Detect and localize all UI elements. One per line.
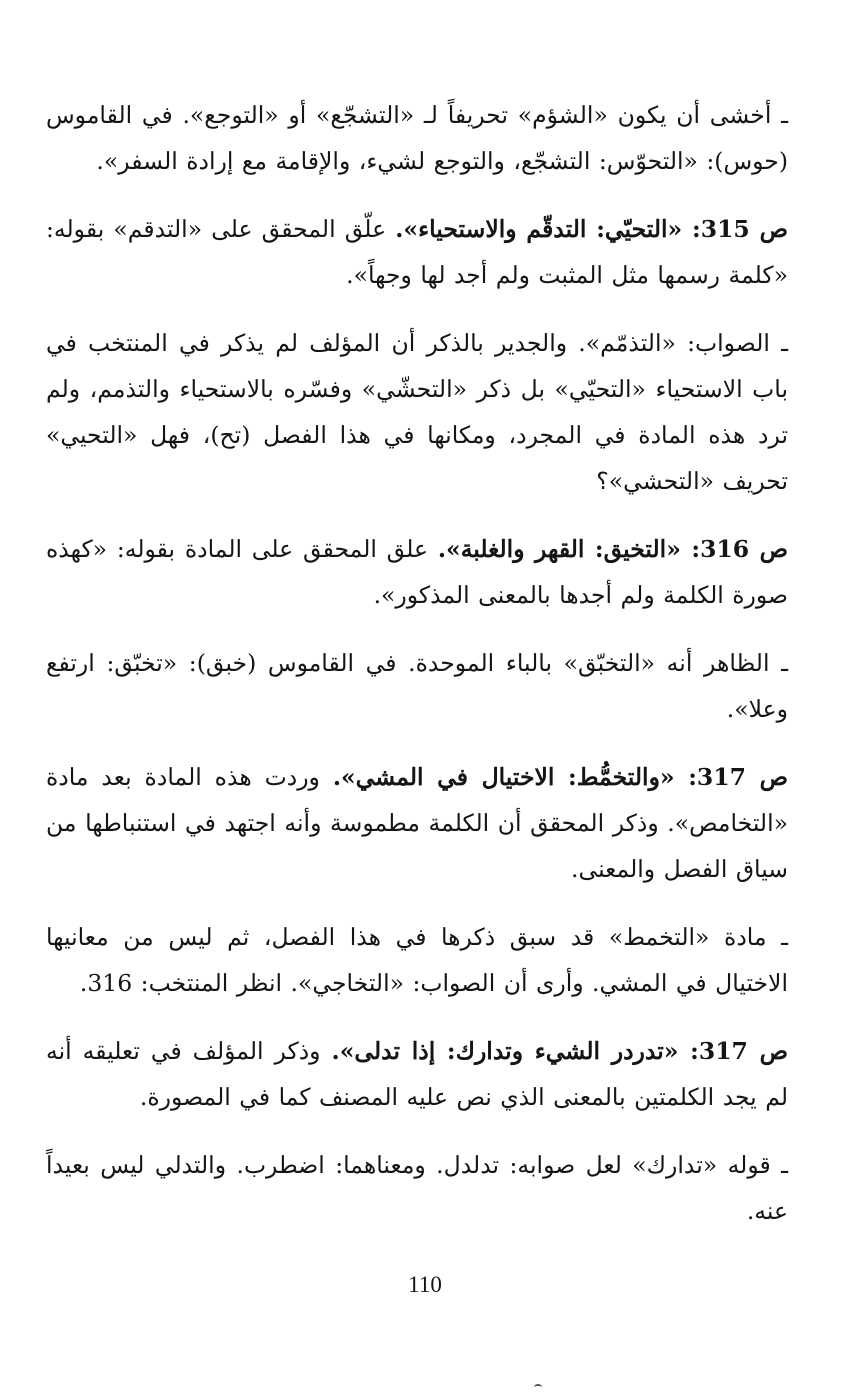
paragraph-8-heading: ص 317: «تدردر الشيء وتدارك: إذا تدلى».	[331, 1037, 789, 1065]
paragraph-2-text: علّق المحقق على «التدقم» بقوله: «كلمة رسمها مثل المثبت ولم أجد لها وجهاً».	[46, 215, 788, 289]
paragraph-2-heading: ص 315: «التحيّي: التدقّم والاستحياء».	[395, 215, 789, 243]
paragraph-7-text: ـ مادة «التخمط» قد سبق ذكرها في هذا الفصل، ثم ليس من معانيها الاختيال في المشي. وأرى أن الصواب: «التخاجي». انظر المنتخب: 316.	[46, 923, 788, 997]
paragraph-3-text: ـ الصواب: «التذمّم». والجدير بالذكر أن المؤلف لم يذكر في المنتخب في باب الاستحياء «التحيّي» بل ذكر «التحشّي» وفسّره بالاستحياء والتذمم، ولم ترد هذه المادة في المجرد، ومكانها في هذا الفصل (تح)، فهل «التحيي» تحريف «التحشي»؟	[46, 329, 788, 495]
paragraph-3	[46, 320, 788, 504]
page-body	[46, 92, 788, 1256]
paragraph-6	[46, 754, 788, 892]
paragraph-4-text: علق المحقق على المادة بقوله: «كهذه صورة الكلمة ولم أجدها بالمعنى المذكور».	[46, 535, 788, 609]
paragraph-1-text: ـ أخشى أن يكون «الشؤم» تحريفاً لـ «التشجّع» أو «التوجع». في القاموس (حوس): «التحوّس: التشجّع، والتوجع لشيء، والإقامة مع إرادة السفر».	[46, 101, 788, 175]
paragraph-7	[46, 914, 788, 1006]
paragraph-4	[46, 526, 788, 618]
paragraph-6-text: وردت هذه المادة بعد مادة «التخامص». وذكر المحقق أن الكلمة مطموسة وأنه اجتهد في استنباطها من سياق الفصل والمعنى.	[46, 763, 788, 883]
paragraph-8-text: وذكر المؤلف في تعليقه أنه لم يجد الكلمتين بالمعنى الذي نص عليه المصنف كما في المصورة.	[46, 1037, 788, 1111]
paragraph-6-heading: ص 317: «والتخمُّط: الاختيال في المشي».	[332, 763, 788, 791]
paragraph-8	[46, 1028, 788, 1120]
paragraph-5-text: ـ الظاهر أنه «التخبّق» بالباء الموحدة. في القاموس (خبق): «تخبّق: ارتفع وعلا».	[46, 649, 788, 723]
paragraph-1	[46, 92, 788, 184]
paragraph-9-text: ـ قوله «تدارك» لعل صوابه: تدلدل. ومعناهما: اضطرب. والتدلي ليس بعيداً عنه.	[46, 1151, 788, 1225]
paragraph-4-heading: ص 316: «التخيق: القهر والغلبة».	[437, 535, 789, 563]
paragraph-2	[46, 206, 788, 298]
scan-speck	[534, 1384, 542, 1390]
page-number: 110	[408, 1272, 442, 1297]
paragraph-5	[46, 640, 788, 732]
paragraph-9	[46, 1142, 788, 1234]
